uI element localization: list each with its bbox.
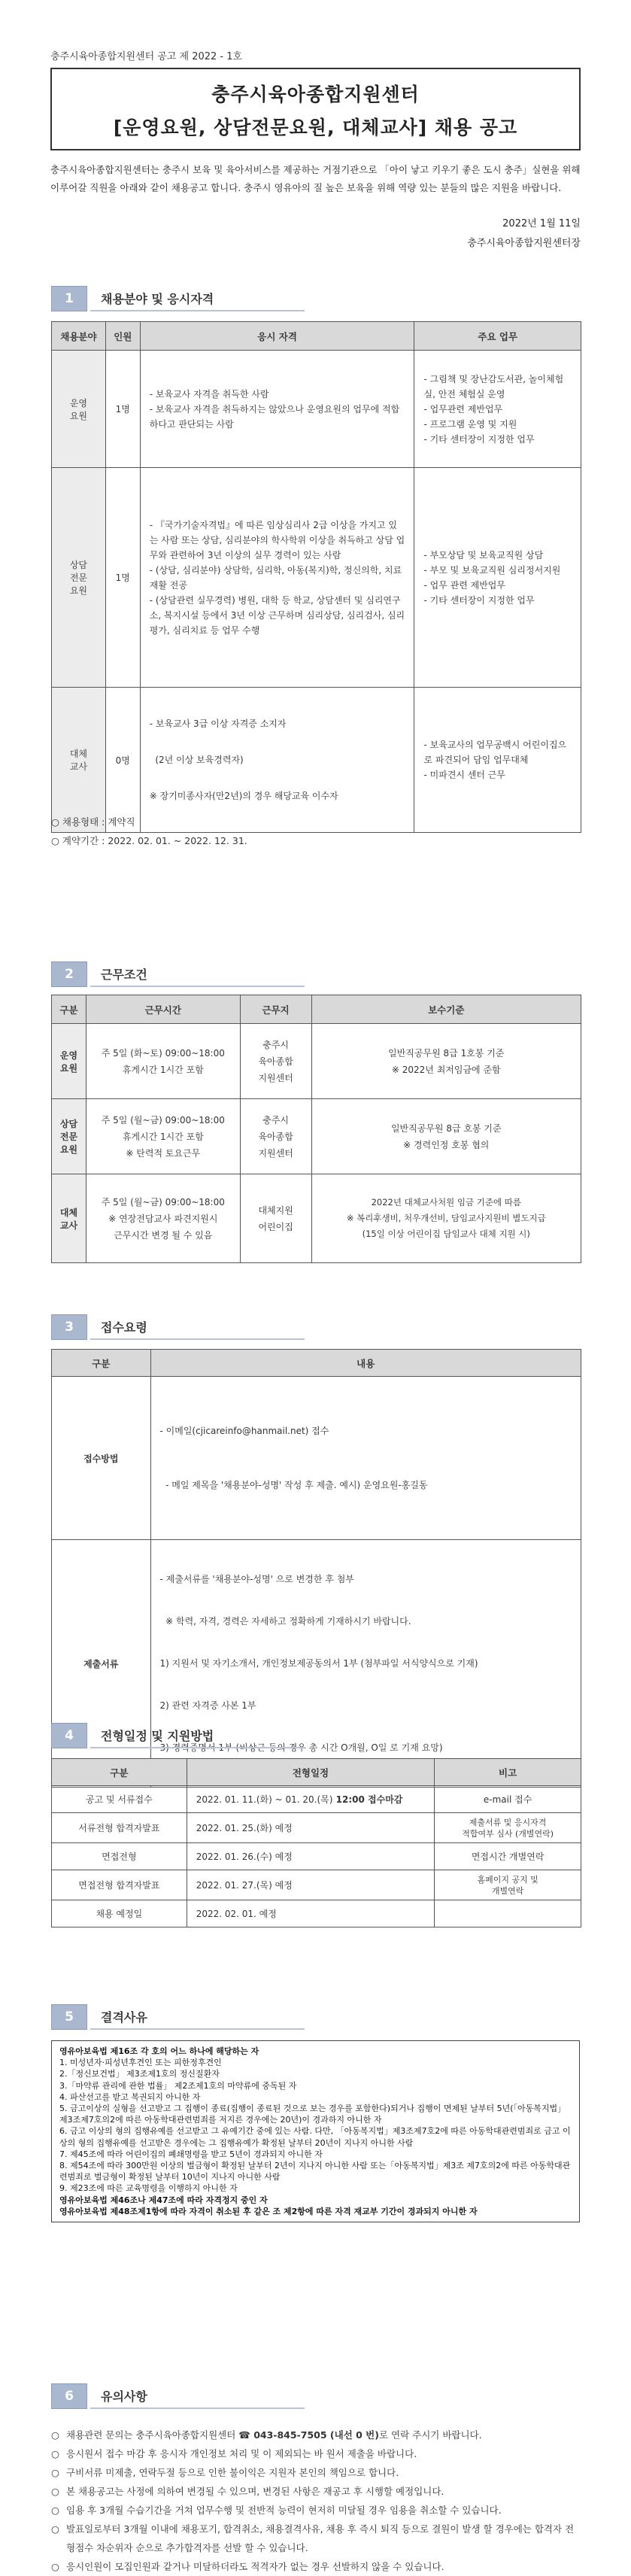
qual-line: - 『국가기술자격법』에 따른 임상심리사 2급 이상을 가지고 있는 사람 또는 상담, 심리분야의 학사학위 이상을 취득하고 상담 업무와 관련하여 3년 이상의 실무 경력이 있는 사람 <box>149 519 405 560</box>
contract-period: ○ 계약기간 : 2022. 02. 01. ~ 2022. 12. 31. <box>51 835 247 846</box>
section-header-2 <box>51 961 305 987</box>
application-table <box>51 1349 581 1788</box>
note-text: 구비서류 미제출, 연락두절 등으로 인한 불이익은 지원자 본인의 책임으로 합니다. <box>66 2467 399 2478</box>
qual-line: - (상담관련 실무경력) 병원, 대학 등 학교, 상담센터 및 심리연구소, 복지시설 등에서 3년 이상 근무하며 심리상담, 심리검사, 심리평가, 심리치료 등 업무 수행 <box>149 594 405 636</box>
disqualify-item: 9. 제23조에 따른 교육명령을 이행하지 아니한 자 <box>59 2183 238 2194</box>
duty-line: - 기타 센터장이 지정한 업무 <box>423 433 535 445</box>
place-cell: 충주시 육아종합 지원센터 <box>240 1099 311 1174</box>
recruit-table <box>51 321 581 833</box>
docs-line: ※ 학력, 자격, 경력은 자세하고 정확하게 기재하시기 바랍니다. <box>159 1616 411 1627</box>
list-item <box>51 2463 581 2482</box>
schedule-type: 면접전형 합격자발표 <box>52 1870 187 1900</box>
place-cell: 충주시 육아종합 지원센터 <box>240 1024 311 1099</box>
pay-line: ※ 2022년 최저임금에 준함 <box>391 1064 501 1075</box>
header-qualification: 응시 자격 <box>140 322 414 351</box>
schedule-date: 2022. 01. 25.(화) 예정 <box>187 1813 435 1843</box>
docs-line: - 제출서류를 '채용분야-성명' 으로 변경한 후 첨부 <box>159 1574 354 1584</box>
qualification-cell <box>140 468 414 688</box>
title-line-2: [운영요원, 상담전문요원, 대체교사] 채용 공고 <box>113 117 518 138</box>
section-title: 근무조건 <box>90 961 305 987</box>
duty-line: - 기타 센터장이 지정한 업무 <box>423 594 535 606</box>
note-text: 응시인원이 모집인원과 같거나 미달하더라도 적격자가 없는 경우 선발하지 않을 수 있습니다. <box>66 2561 444 2572</box>
duty-line: - 그림책 및 장난감도서관, 놀이체험실, 안전 체험실 운영 <box>423 373 564 399</box>
pay-line: ※ 복리후생비, 처우개선비, 담임교사지원비 별도지급 <box>346 1213 546 1223</box>
table-row <box>52 1540 581 1788</box>
list-item <box>51 2557 581 2576</box>
pay-line: (15일 이상 어린이집 담임교사 대체 지원 시) <box>362 1229 530 1239</box>
duty-line: - 업무 관련 제반업무 <box>423 579 505 591</box>
schedule-date <box>187 1786 435 1813</box>
count-cell: 1명 <box>105 468 140 688</box>
section-number: 1 <box>51 286 87 311</box>
note-text: 로 연락 주시기 바랍니다. <box>378 2429 482 2441</box>
schedule-date: 2022. 01. 26.(수) 예정 <box>187 1843 435 1870</box>
table-row <box>52 468 581 688</box>
time-line: 휴게시간 1시간 포함 <box>122 1064 204 1075</box>
section-header-4 <box>51 1723 305 1748</box>
docs-line: 2) 관련 자격증 사본 1부 <box>159 1700 256 1711</box>
circle-bullet-icon: ○ <box>51 2467 59 2478</box>
note-text: 발표일로부터 3개월 이내에 채용포기, 합격취소, 채용결격사유, 채용 후 즉시 퇴직 등으로 결원이 발생 할 경우에는 합격자 전형점수 차순위자 순으로 추가합격자를 선발 할 수 있습니다. <box>66 2523 575 2553</box>
qual-line: - 보육교사 자격을 취득한 사람 <box>149 388 269 399</box>
schedule-type: 면접전형 <box>52 1843 187 1870</box>
time-line: 주 5일 (화~토) 09:00~18:00 <box>101 1047 225 1059</box>
disqualify-extra: 영유아보육법 제46조나 제47조에 따라 자격정지 중인 자 <box>59 2195 268 2205</box>
field-cell: 상담 전문 요원 <box>52 468 106 688</box>
time-line: ※ 연장전담교사 파견지원시 <box>108 1213 218 1224</box>
time-line: ※ 탄력적 토요근무 <box>126 1147 201 1159</box>
docs-line: 1) 지원서 및 자기소개서, 개인정보제공동의서 1부 (첨부파일 서식양식으로 기재) <box>159 1658 478 1669</box>
header-note: 비고 <box>435 1759 581 1786</box>
table-row <box>52 1870 581 1900</box>
header-time: 근무시간 <box>86 995 240 1024</box>
schedule-date: 2022. 02. 01. 예정 <box>187 1900 435 1927</box>
section-number: 4 <box>51 1723 87 1748</box>
qual-line: ※ 장기미종사자(만2년)의 경우 해당교육 이수자 <box>149 791 338 801</box>
duty-line: - 프로그램 운영 및 지원 <box>423 418 517 430</box>
table-row <box>52 688 581 833</box>
table-row <box>52 1843 581 1870</box>
date-text: 2022. 01. 11.(화) ~ 01. 20.(목) <box>196 1794 333 1805</box>
work-conditions-table <box>51 995 581 1263</box>
note-text: 응시원서 접수 마감 후 응시자 개인정보 처리 및 이 제외되는 바 원서 제출을 바랍니다. <box>66 2448 417 2459</box>
qual-line: - 보육교사 자격을 취득하지는 않았으나 운영요원의 업무에 적합하다고 판단되는 사람 <box>149 403 400 430</box>
list-item <box>51 2426 581 2444</box>
time-line: 근무시간 변경 될 수 있음 <box>114 1229 213 1241</box>
header-pay: 보수기준 <box>311 995 581 1024</box>
pay-line: 2022년 대체교사처원 임금 기준에 따름 <box>371 1197 521 1208</box>
disqualify-item: 3.「마약류 관리에 관한 법률」 제2조제1호의 마약류에 중독된 자 <box>59 2080 297 2091</box>
disqualify-item: 8. 제54조에 따라 300만원 이상의 벌금형이 확정된 날부터 2년이 지나지 아니한 사람 또는「아동복지법」제3조 제7호의2에 따른 아동학대관련범죄로 벌금형이 확정된 날부터 10년이 지나지 아니한 사람 <box>59 2161 571 2183</box>
docs-line: 3) 경력증명서 1부 (비상근 등의 경우 총 시간 O개월, O일 로 기재 요망) <box>159 1742 443 1753</box>
docs-label: 제출서류 <box>52 1540 151 1788</box>
notes-list <box>51 2426 581 2576</box>
schedule-table <box>51 1758 581 1927</box>
note-phone: ☎ 043-845-7505 (내선 0 번) <box>238 2429 379 2441</box>
qual-line: - 보육교사 3급 이상 자격증 소지자 <box>149 718 287 729</box>
method-label: 접수방법 <box>52 1377 151 1540</box>
time-cell <box>86 1174 240 1263</box>
schedule-type: 채용 예정일 <box>52 1900 187 1927</box>
table-row <box>52 351 581 468</box>
table-row <box>52 1786 581 1813</box>
docs-cell <box>150 1540 581 1788</box>
schedule-note <box>435 1900 581 1927</box>
method-cell <box>150 1377 581 1540</box>
qual-line: (2년 이상 보육경력자) <box>149 755 244 765</box>
duties-cell <box>414 688 581 833</box>
pay-line: 일반직공무원 8급 호봉 기준 <box>390 1122 502 1134</box>
pay-line: ※ 경력인정 호봉 협의 <box>403 1139 490 1150</box>
section-number: 6 <box>51 2383 87 2409</box>
header-schedule: 전형일정 <box>187 1759 435 1786</box>
title-line-1: 충주시육아종합지원센터 <box>211 84 420 105</box>
duties-cell <box>414 351 581 468</box>
section-header-3 <box>51 1314 305 1340</box>
schedule-type: 공고 및 서류접수 <box>52 1786 187 1813</box>
section-header-1 <box>51 286 305 311</box>
disqualify-heading: 영유아보육법 제16조 각 호의 어느 하나에 해당하는 자 <box>59 2046 259 2056</box>
disqualify-item: 2.「정신보건법」 제3조제1호의 정신질환자 <box>59 2069 220 2079</box>
duty-line: - 업무관련 제반업무 <box>423 403 503 415</box>
note-text: 임용 후 3개월 수습기간을 거쳐 업무수행 및 전반적 능력이 현저히 미달될 경우 임용을 취소할 수 있습니다. <box>66 2505 502 2516</box>
circle-bullet-icon: ○ <box>51 2561 59 2572</box>
section-number: 5 <box>51 2004 87 2030</box>
signature: 충주시육아종합지원센터장 <box>467 238 581 249</box>
disqualify-item: 6. 금고 이상의 형의 집행유예를 선고받고 그 유예기간 중에 있는 사람. 다만, 「아동복지법」제3조제7호2에 따른 아동학대관련범죄로 금고 이상의 형의 집행유예를 선고받은 경우에는 그 집행유예가 확정된 날부터 20년이 지나지 아니한 사람 <box>59 2126 571 2148</box>
circle-bullet-icon: ○ <box>51 2523 59 2535</box>
time-cell <box>86 1099 240 1174</box>
list-item <box>51 2444 581 2463</box>
section-title: 전형일정 및 지원방법 <box>90 1723 305 1748</box>
header-type: 구분 <box>52 1759 187 1786</box>
type-cell: 운영 요원 <box>52 1024 86 1099</box>
duties-cell <box>414 468 581 688</box>
notice-date: 2022년 1월 11일 <box>502 218 581 229</box>
section-title: 결격사유 <box>90 2004 305 2030</box>
intro-paragraph: 충주시육아종합지원센터는 충주시 보육 및 육아서비스를 제공하는 거점기관으로 「아이 낳고 키우기 좋은 도시 충주」실현을 위해 이루어갈 직원을 아래와 같이 채용공고 합니다. 충주시 영유아의 질 높은 보육을 위해 역량 있는 분들의 많은 지원을 바랍니다. <box>50 164 581 193</box>
time-line: 주 5일 (월~금) 09:00~18:00 <box>101 1114 225 1125</box>
title-box <box>50 68 581 150</box>
duty-line: - 미파견시 센터 근무 <box>423 770 505 780</box>
header-content: 내용 <box>150 1350 581 1377</box>
table-row <box>52 1099 581 1174</box>
count-cell: 0명 <box>105 688 140 833</box>
circle-bullet-icon: ○ <box>51 2429 59 2441</box>
schedule-date: 2022. 01. 27.(목) 예정 <box>187 1870 435 1900</box>
time-cell <box>86 1024 240 1099</box>
section-title: 채용분야 및 응시자격 <box>90 286 305 311</box>
pay-line: 일반직공무원 8급 1호봉 기준 <box>388 1047 505 1059</box>
qual-line: - (상담, 심리분야) 상담학, 심리학, 아동(복지)학, 정신의학, 치료재활 전공 <box>149 564 402 591</box>
disqualification-box <box>51 2040 580 2222</box>
qualification-cell <box>140 688 414 833</box>
section-number: 2 <box>51 961 87 987</box>
place-cell: 대체지원 어린이집 <box>240 1174 311 1263</box>
circle-bullet-icon: ○ <box>51 2448 59 2459</box>
header-duties: 주요 업무 <box>414 322 581 351</box>
method-line: - 메일 제목을 '채용분야-성명' 작성 후 제출. 예시) 운영요원-홍길동 <box>159 1480 428 1490</box>
note-text: 본 채용공고는 사정에 의하여 변경될 수 있으며, 변경된 사항은 재공고 후 시행할 예정입니다. <box>66 2486 444 2497</box>
circle-bullet-icon: ○ <box>51 2505 59 2516</box>
disqualify-item: 1. 미성년자·피성년후견인 또는 피한정후견인 <box>59 2058 222 2068</box>
duty-line: - 보육교사의 업무공백시 어린이집으로 파견되어 담임 업무대체 <box>423 740 567 765</box>
field-cell: 운영 요원 <box>52 351 106 468</box>
table-row <box>52 1174 581 1263</box>
section-header-6 <box>51 2383 305 2409</box>
employment-type: ○ 채용형태 : 계약직 <box>51 816 135 828</box>
time-line: 휴게시간 1시간 포함 <box>122 1131 204 1142</box>
schedule-note: 면접시간 개별연락 <box>435 1843 581 1870</box>
section-title: 유의사항 <box>90 2383 305 2409</box>
list-item <box>51 2520 581 2557</box>
qualification-cell <box>140 351 414 468</box>
circle-bullet-icon: ○ <box>51 2486 59 2497</box>
disqualify-item: 5. 금고이상의 실형을 선고받고 그 집행이 종료(집행이 종료된 것으로 보는 경우를 포함한다)되거나 집행이 면제된 날부터 5년(「아동복지법」 제3조제7호의2에 따른 아동학대관련범죄를 저지른 경우에는 20년)이 경과하지 아니한 자 <box>59 2104 566 2125</box>
duty-line: - 부모상담 및 보육교직원 상담 <box>423 549 544 560</box>
pay-cell <box>311 1024 581 1099</box>
time-line: 주 5일 (월~금) 09:00~18:00 <box>101 1196 225 1208</box>
section-number: 3 <box>51 1314 87 1340</box>
duty-line: - 부모 및 보육교직원 심리정서지원 <box>423 564 561 576</box>
list-item <box>51 2482 581 2501</box>
field-cell: 대체 교사 <box>52 688 106 833</box>
type-cell: 대체 교사 <box>52 1174 86 1263</box>
section-title: 접수요령 <box>90 1314 305 1340</box>
header-field: 채용분야 <box>52 322 106 351</box>
notice-number: 충주시육아종합지원센터 공고 제 2022 - 1호 <box>50 51 243 62</box>
table-row <box>52 1900 581 1927</box>
disqualify-item: 7. 제45조에 따라 어린이집의 폐쇄명령을 받고 5년이 경과되지 아니한 자 <box>59 2149 323 2159</box>
header-count: 인원 <box>105 322 140 351</box>
note-text: 채용관련 문의는 충주시육아종합지원센터 <box>66 2429 239 2441</box>
pay-cell <box>311 1099 581 1174</box>
section-header-5 <box>51 2004 305 2030</box>
schedule-type: 서류전형 합격자발표 <box>52 1813 187 1843</box>
count-cell: 1명 <box>105 351 140 468</box>
schedule-note: e-mail 접수 <box>435 1786 581 1813</box>
disqualify-item: 4. 파산선고를 받고 복권되지 아니한 자 <box>59 2091 201 2102</box>
header-type: 구분 <box>52 995 86 1024</box>
table-row <box>52 1024 581 1099</box>
list-item <box>51 2501 581 2520</box>
deadline-text: 12:00 접수마감 <box>332 1794 403 1805</box>
disqualify-extra: 영유아보육법 제48조제1항에 따라 자격이 취소된 후 같은 조 제2항에 따른 자격 재교부 기간이 경과되지 아니한 자 <box>59 2206 478 2216</box>
table-row <box>52 1813 581 1843</box>
schedule-note: 홈페이지 공지 및 개별연락 <box>435 1870 581 1900</box>
header-place: 근무지 <box>240 995 311 1024</box>
table-row <box>52 1377 581 1540</box>
type-cell: 상담 전문 요원 <box>52 1099 86 1174</box>
method-line: - 이메일(cjicareinfo@hanmail.net) 접수 <box>159 1426 329 1436</box>
schedule-note: 제출서류 및 응시자격 적합여부 심사 (개별연락) <box>435 1813 581 1843</box>
pay-cell <box>311 1174 581 1263</box>
header-type: 구분 <box>52 1350 151 1377</box>
